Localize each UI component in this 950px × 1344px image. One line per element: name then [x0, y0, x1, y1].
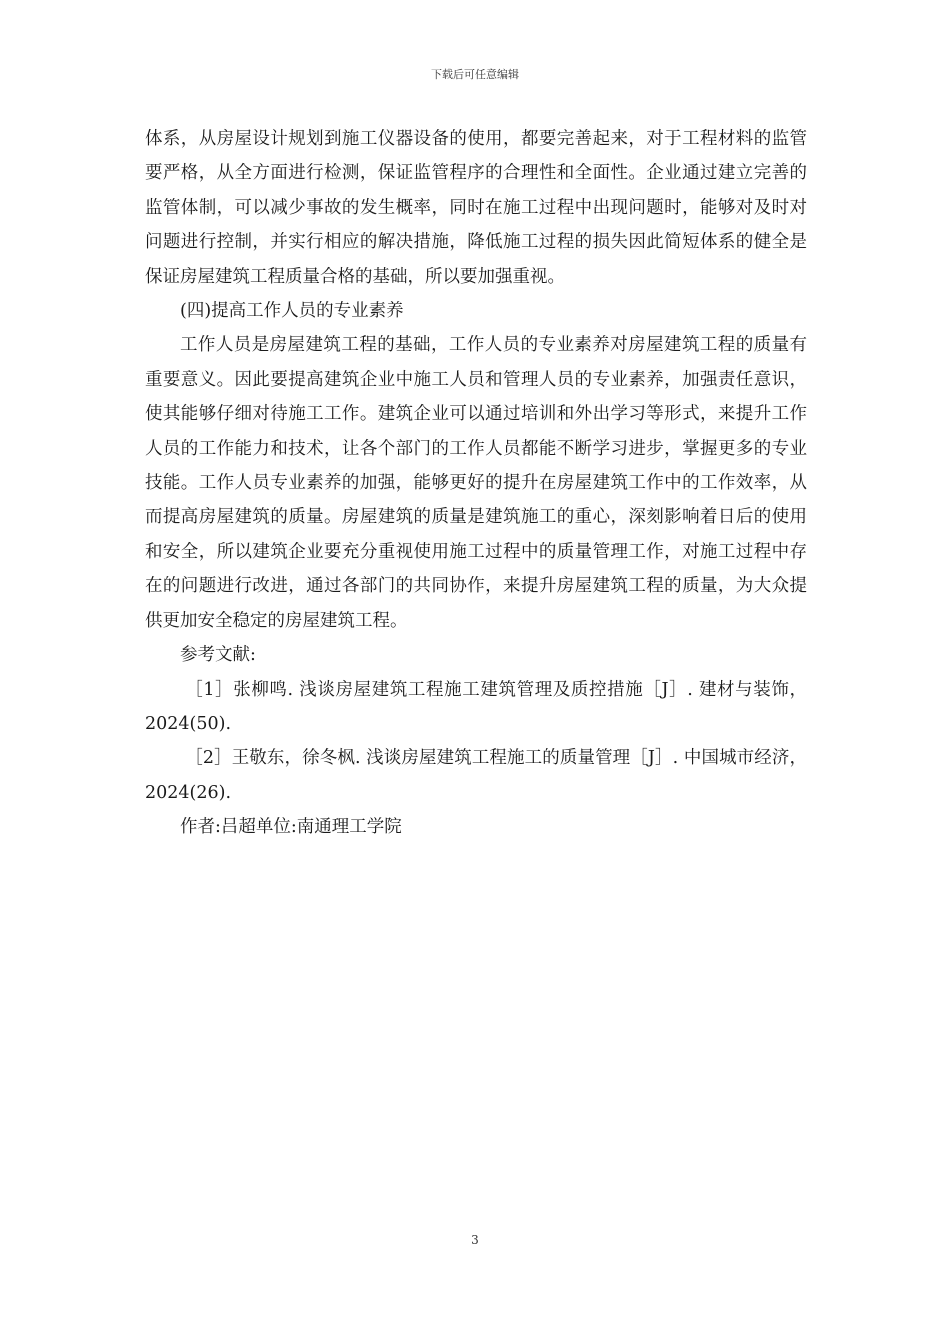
paragraph-system: 体系，从房屋设计规划到施工仪器设备的使用，都要完善起来，对于工程材料的监管要严格，从全方面进行检测，保证监管程序的合理性和全面性。企业通过建立完善的监管体制，可以减少事故的发生概率，同时在施工过程中出现问题时，能够对及时对问题进行控制，并实行相应的解决措施，降低施工过程的损失因此简短体系的健全是保证房屋建筑工程质量合格的基础，所以要加强重视。: [145, 129, 807, 287]
references-label: 参考文献:: [180, 645, 256, 666]
document-body: [145, 122, 807, 845]
page-number: 3: [471, 1233, 479, 1247]
reference-item-1: ［1］张柳鸣. 浅谈房屋建筑工程施工建筑管理及质控措施［J］. 建材与装饰，2024(50).: [145, 679, 807, 734]
page-header: 下载后可任意编辑: [431, 68, 519, 81]
reference-item-2: ［2］王敬东，徐冬枫. 浅谈房屋建筑工程施工的质量管理［J］. 中国城市经济，2024(26).: [145, 748, 807, 803]
paragraph-staff-quality: 工作人员是房屋建筑工程的基础，工作人员的专业素养对房屋建筑工程的质量有重要意义。因此要提高建筑企业中施工人员和管理人员的专业素养，加强责任意识，使其能够仔细对待施工工作。建筑企业可以通过培训和外出学习等形式，来提升工作人员的工作能力和技术，让各个部门的工作人员都能不断学习进步，掌握更多的专业技能。工作人员专业素养的加强，能够更好的提升在房屋建筑工作中的工作效率，从而提高房屋建筑的质量。房屋建筑的质量是建筑施工的重心，深刻影响着日后的使用和安全，所以建筑企业要充分重视使用施工过程中的质量管理工作，对施工过程中存在的问题进行改进，通过各部门的共同协作，来提升房屋建筑工程的质量，为大众提供更加安全稳定的房屋建筑工程。: [145, 335, 807, 631]
author-line: 作者:吕超单位:南通理工学院: [180, 817, 402, 838]
section-heading: (四)提高工作人员的专业素养: [180, 301, 404, 322]
